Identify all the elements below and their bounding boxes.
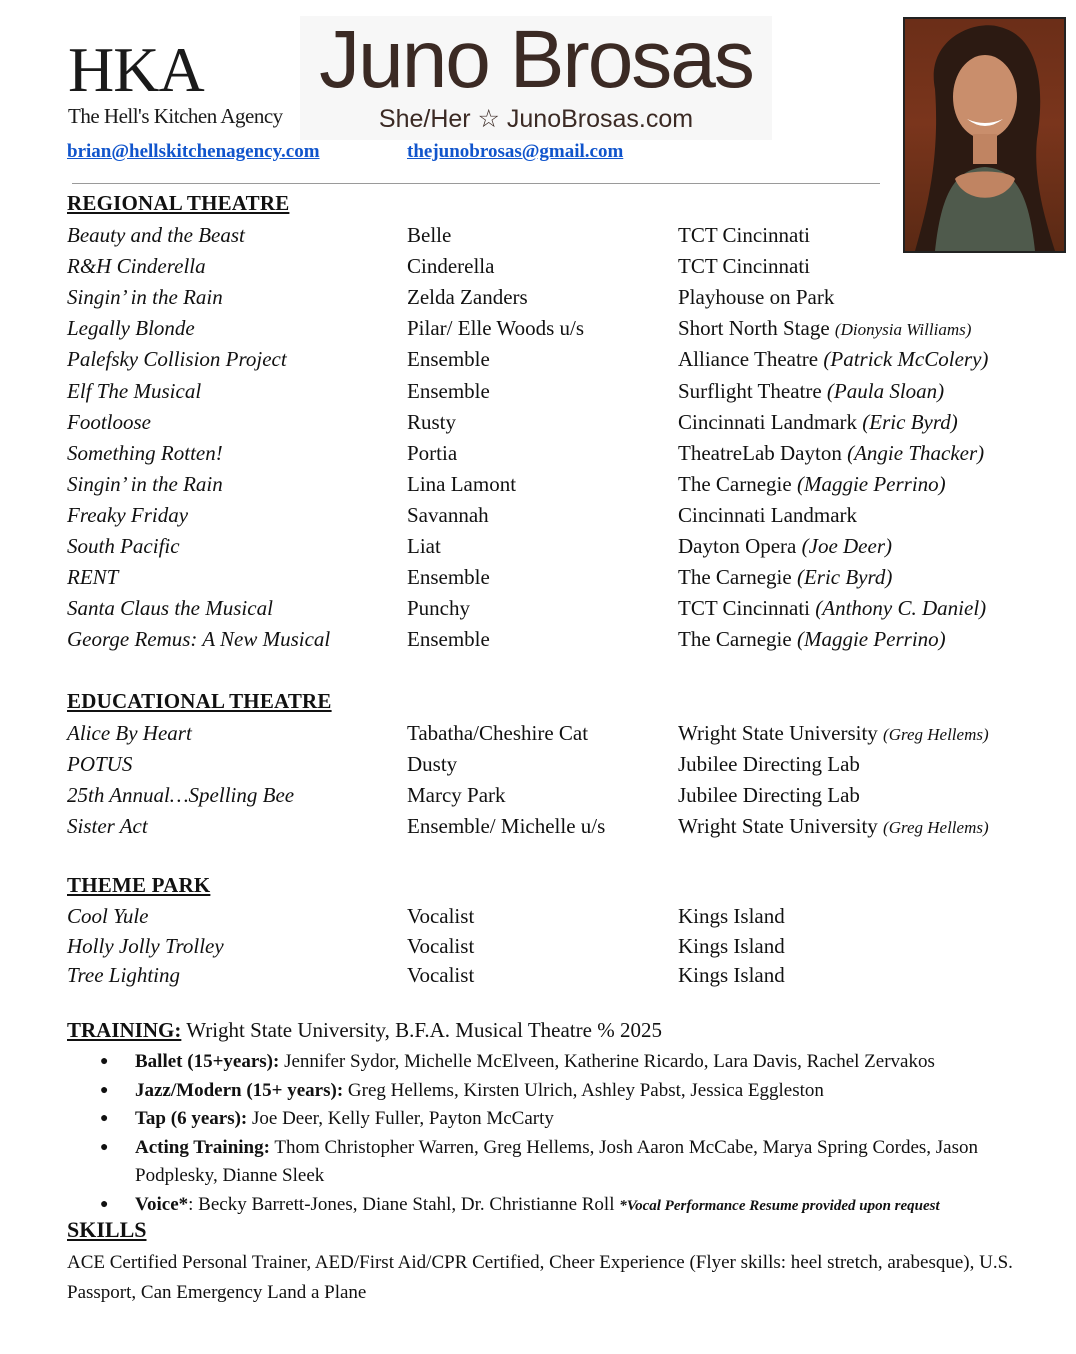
training-item-tap: [100, 1105, 1050, 1134]
credit-director: (Eric Byrd): [796, 565, 893, 590]
credit-show: RENT: [67, 565, 119, 590]
headshot-photo: [903, 17, 1066, 253]
training-item-label: Acting Training:: [135, 1136, 270, 1158]
credit-venue-name: TCT Cincinnati: [678, 254, 811, 279]
training-item-label: Tap (6 years):: [135, 1108, 248, 1129]
credit-role: Ensemble: [407, 347, 490, 372]
credit-show: Legally Blonde: [67, 316, 195, 341]
credit-director: (Eric Byrd): [862, 409, 958, 434]
credit-row: [0, 625, 1076, 656]
agency-logo-mark: HKA: [68, 34, 204, 105]
credit-role: Ensemble/ Michelle u/s: [407, 814, 606, 838]
credit-role: Liat: [407, 534, 441, 558]
training-item-ballet: [100, 1048, 1050, 1077]
credit-show: POTUS: [67, 752, 133, 776]
credit-venue-name: Kings Island: [678, 963, 785, 988]
credit-venue-name: Kings Island: [678, 904, 785, 928]
credit-row: [0, 501, 1076, 532]
headshot-illustration: [905, 19, 1064, 251]
credit-row: [0, 377, 1076, 408]
agency-email-link[interactable]: brian@hellskitchenagency.com: [67, 141, 320, 162]
bullet-icon: ●: [100, 1139, 109, 1155]
credit-role: Ensemble: [407, 627, 490, 652]
credit-venue-name: Jubilee Directing Lab: [678, 783, 860, 807]
credit-role: Ensemble: [407, 378, 490, 403]
skills-text: ACE Certified Personal Trainer, AED/First Aid/CPR Certified, Cheer Experience (Flyer skills: heel stretch, arabesque), U.S. Passport, Can Emergency Land a Plane: [67, 1252, 1013, 1303]
section-title-educational: EDUCATIONAL THEATRE: [67, 689, 332, 713]
training-item-voice: [100, 1191, 1050, 1221]
credit-row: [0, 812, 1076, 843]
credit-venue: [678, 719, 989, 749]
training-item-text: Joe Deer, Kelly Fuller, Payton McCarty: [247, 1108, 554, 1129]
credit-row: [0, 932, 1076, 963]
credit-show: Cool Yule: [67, 904, 149, 928]
training-label: TRAINING:: [67, 1018, 182, 1042]
credit-director: (Dionysia Williams): [834, 320, 972, 340]
agency-logo-name: The Hell's Kitchen Agency: [68, 104, 283, 128]
section-title-theme-park: THEME PARK: [67, 873, 211, 897]
training-item-label: Jazz/Modern (15+ years):: [135, 1079, 344, 1101]
training-item-label: Voice*: [135, 1193, 189, 1215]
credit-role: Dusty: [407, 752, 458, 776]
credit-director: (Greg Hellems): [883, 818, 989, 837]
credit-row: [0, 750, 1076, 781]
credit-venue: [678, 314, 971, 344]
credit-show: Freaky Friday: [67, 502, 189, 527]
credit-show: Palefsky Collision Project: [67, 347, 287, 372]
credit-venue-name: Dayton Opera: [678, 534, 797, 558]
credit-venue: [678, 283, 834, 311]
bullet-icon: ●: [100, 1082, 109, 1098]
credit-show: Sister Act: [67, 814, 148, 838]
credit-show: Elf The Musical: [67, 378, 202, 403]
credit-role: Marcy Park: [407, 783, 506, 807]
training-item-text: Jennifer Sydor, Michelle McElveen, Katherine Ricardo, Lara Davis, Rachel Zervakos: [279, 1051, 935, 1072]
training-header: [67, 1018, 662, 1043]
credit-show: Holly Jolly Trolley: [67, 933, 224, 958]
credit-show: George Remus: A New Musical: [67, 627, 331, 652]
credit-row: [0, 781, 1076, 812]
credit-row: [0, 345, 1076, 376]
credit-row: [0, 221, 1076, 252]
credit-role: Ensemble: [407, 565, 490, 590]
header-divider: [72, 183, 880, 184]
credit-director: (Patrick McColery): [823, 347, 989, 372]
training-item-label: Ballet (15+years):: [135, 1051, 280, 1072]
credit-role: Cinderella: [407, 254, 495, 279]
credit-row: [0, 439, 1076, 470]
credit-row: [0, 408, 1076, 439]
training-item-acting: [100, 1134, 1050, 1191]
credit-row: [0, 563, 1076, 594]
performer-name: Juno Brosas: [319, 14, 753, 105]
credit-role: Vocalist: [407, 933, 475, 958]
training-summary: Wright State University, B.F.A. Musical Theatre % 2025: [181, 1018, 662, 1042]
credit-venue: [678, 594, 986, 622]
training-item-jazz: [100, 1077, 1050, 1106]
credit-role: Lina Lamont: [407, 471, 517, 496]
name-banner: [300, 16, 772, 140]
credit-venue: [678, 439, 984, 467]
credit-row: [0, 719, 1076, 750]
credit-venue-name: Wright State University: [678, 814, 878, 838]
credit-row: [0, 283, 1076, 314]
credit-venue: [678, 625, 946, 653]
credit-venue: [678, 501, 857, 529]
credit-show: Beauty and the Beast: [67, 223, 245, 247]
vocal-resume-note: *Vocal Performance Resume provided upon request: [619, 1197, 940, 1214]
credit-venue: [678, 902, 785, 930]
credit-director: (Maggie Perrino): [796, 471, 946, 496]
credit-venue-name: TCT Cincinnati: [678, 223, 811, 247]
credit-show: Tree Lighting: [67, 963, 180, 988]
credit-venue-name: Surflight Theatre: [678, 378, 822, 403]
agency-logo: [68, 34, 298, 128]
credit-venue-name: The Carnegie: [678, 627, 792, 652]
bullet-icon: ●: [100, 1111, 109, 1126]
credit-director: (Greg Hellems): [883, 725, 989, 744]
credit-venue: [678, 781, 860, 809]
credit-role: Zelda Zanders: [407, 285, 528, 310]
credit-venue: [678, 532, 892, 560]
credit-venue: [678, 345, 988, 373]
credit-director: (Joe Deer): [801, 534, 892, 558]
credit-venue-name: Alliance Theatre: [678, 347, 819, 372]
section-title-regional: REGIONAL THEATRE: [67, 191, 290, 215]
credit-venue-name: The Carnegie: [678, 471, 792, 496]
credit-role: Punchy: [407, 596, 470, 621]
credit-role: Vocalist: [407, 963, 475, 988]
training-item-text: Thom Christopher Warren, Greg Hellems, Josh Aaron McCabe, Marya Spring Cordes, Jason Podplesky, Dianne Sleek: [135, 1136, 978, 1186]
credit-venue: [678, 470, 946, 498]
credit-venue-name: Cincinnati Landmark: [678, 409, 858, 434]
credit-row: [0, 314, 1076, 345]
credit-role: Savannah: [407, 502, 489, 527]
credit-row: [0, 902, 1076, 933]
credit-show: 25th Annual…Spelling Bee: [67, 783, 295, 807]
credit-role: Portia: [407, 440, 458, 465]
credit-show: Santa Claus the Musical: [67, 596, 273, 621]
credit-venue-name: Kings Island: [678, 933, 785, 958]
credit-director: (Angie Thacker): [847, 440, 985, 465]
section-title-skills: SKILLS: [67, 1217, 147, 1242]
credit-venue: [678, 961, 785, 989]
credit-row: [0, 594, 1076, 625]
credit-venue: [678, 812, 989, 842]
credit-show: Singin’ in the Rain: [67, 471, 223, 496]
credit-venue: [678, 377, 944, 405]
credit-role: Tabatha/Cheshire Cat: [407, 721, 589, 745]
credit-show: South Pacific: [67, 534, 180, 558]
credit-director: (Anthony C. Daniel): [815, 596, 987, 621]
bullet-icon: ●: [100, 1196, 109, 1212]
credit-venue-name: TheatreLab Dayton: [678, 440, 842, 465]
credit-venue: [678, 252, 810, 280]
bullet-icon: ●: [100, 1054, 109, 1069]
credit-venue-name: Short North Stage: [678, 316, 830, 341]
credit-venue: [678, 750, 860, 778]
credit-role: Belle: [407, 223, 452, 247]
credit-row: [0, 470, 1076, 501]
credit-role: Rusty: [407, 409, 457, 434]
credit-venue-name: Playhouse on Park: [678, 285, 835, 310]
credit-venue-name: TCT Cincinnati: [678, 596, 811, 621]
training-item-text: Greg Hellems, Kirsten Ulrich, Ashley Pabst, Jessica Eggleston: [343, 1079, 824, 1101]
credit-venue-name: Cincinnati Landmark: [678, 502, 858, 527]
training-item-text: : Becky Barrett-Jones, Diane Stahl, Dr. Christianne Roll: [188, 1193, 620, 1215]
pronouns-website: She/Her ☆ JunoBrosas.com: [378, 105, 694, 133]
credit-venue: [678, 563, 892, 591]
credit-venue-name: Wright State University: [678, 721, 878, 745]
training-list: [100, 1048, 1050, 1220]
credit-show: Singin’ in the Rain: [67, 285, 223, 310]
credit-row: [0, 252, 1076, 283]
credit-show: Something Rotten!: [67, 440, 223, 465]
credit-role: Vocalist: [407, 904, 475, 928]
credit-venue: [678, 408, 958, 436]
credit-venue-name: The Carnegie: [678, 565, 792, 590]
credit-venue: [678, 932, 785, 960]
credit-show: Footloose: [67, 409, 151, 434]
credit-row: [0, 961, 1076, 992]
credit-venue-name: Jubilee Directing Lab: [678, 752, 860, 776]
credit-director: (Paula Sloan): [826, 378, 945, 403]
credit-role: Pilar/ Elle Woods u/s: [407, 316, 585, 341]
credit-row: [0, 532, 1076, 563]
credit-show: R&H Cinderella: [67, 254, 206, 279]
credit-director: (Maggie Perrino): [796, 627, 946, 652]
credit-show: Alice By Heart: [67, 721, 192, 745]
personal-email-link[interactable]: thejunobrosas@gmail.com: [407, 141, 624, 162]
credit-venue: [678, 221, 810, 249]
